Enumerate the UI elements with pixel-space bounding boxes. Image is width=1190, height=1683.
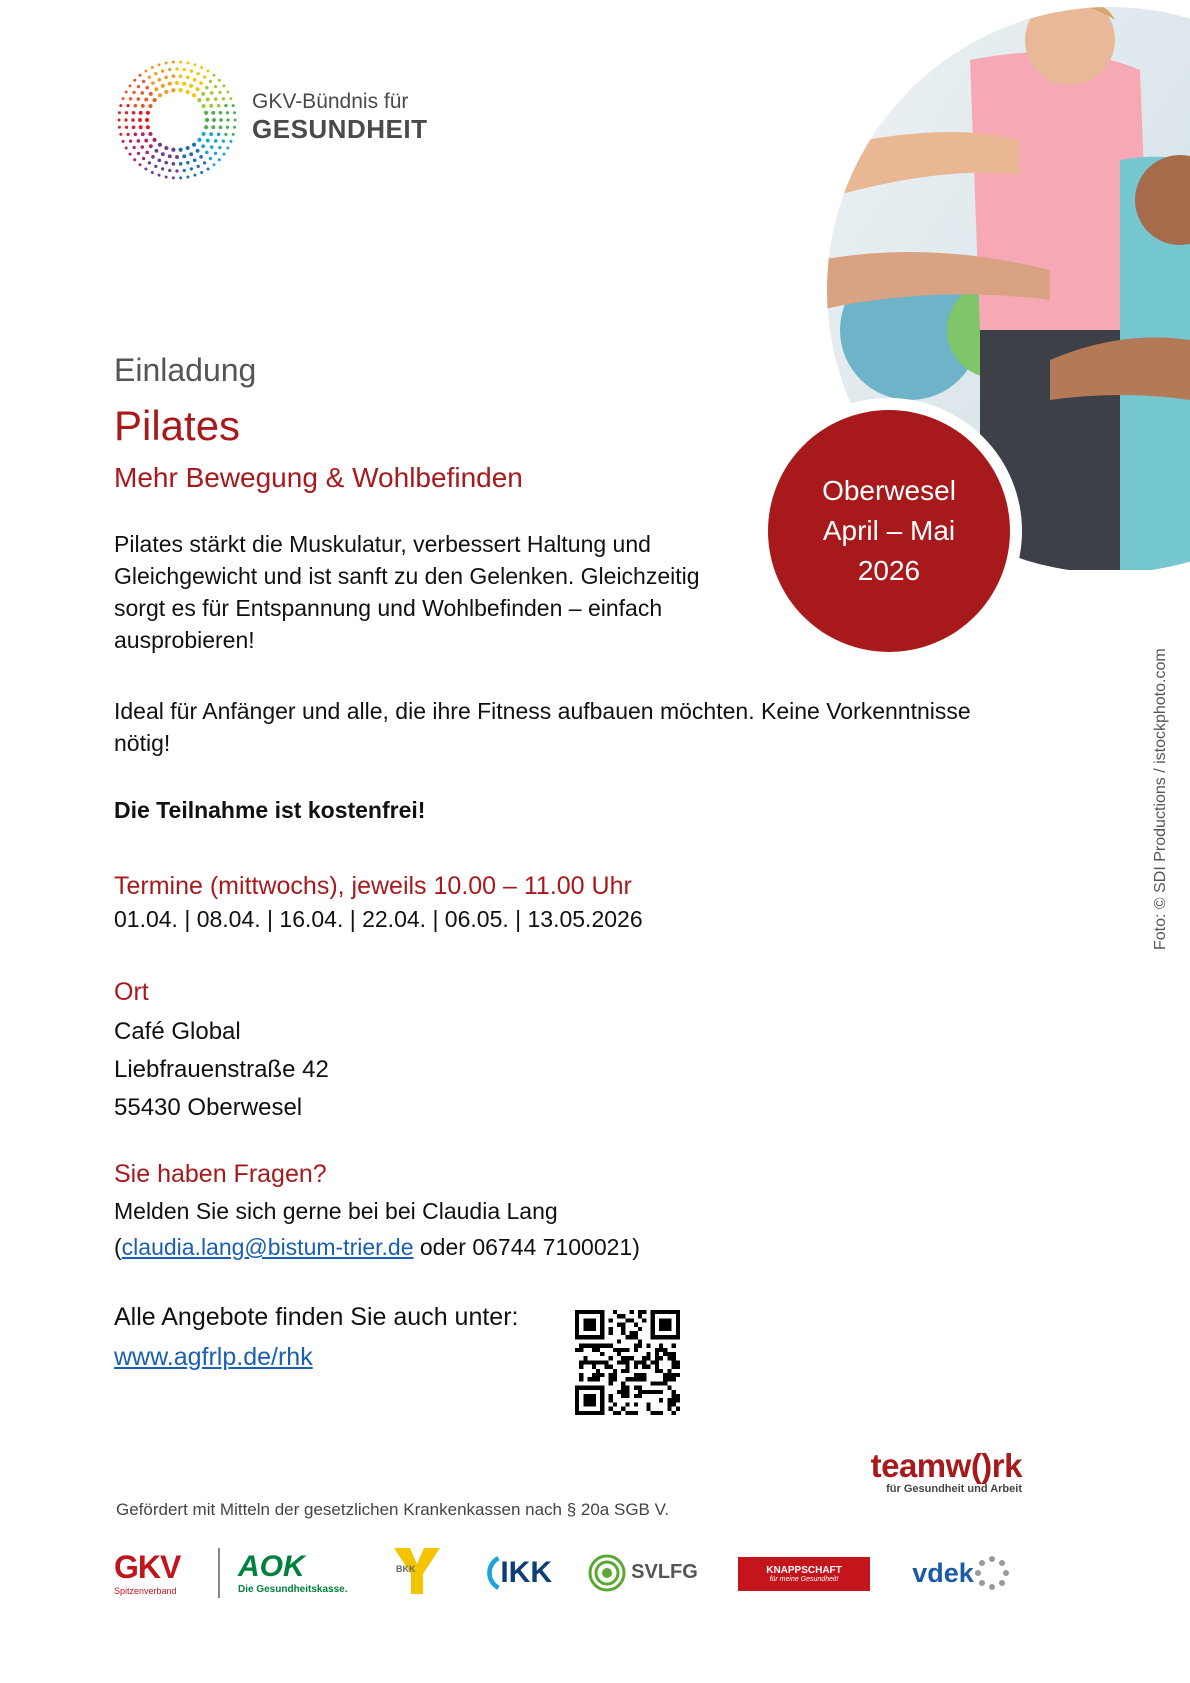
audience-paragraph [114, 695, 1014, 759]
teamwork-wordmark: teamw()rk [870, 1447, 1022, 1484]
badge-year: 2026 [857, 555, 921, 586]
bkk-wordmark: BKK [396, 1564, 416, 1574]
svlfg-emblem-icon [587, 1553, 627, 1593]
dates-heading: Termine (mittwochs), jeweils 10.00 – 11.00 Uhr [114, 872, 632, 900]
phone-text: oder 06744 7100021) [413, 1234, 640, 1260]
svlfg-wordmark: SVLFG [631, 1561, 698, 1583]
paren-open: ( [114, 1234, 122, 1260]
logo-divider [218, 1548, 220, 1598]
knappschaft-logo [738, 1557, 870, 1591]
logo-text-line1: GKV-Bündnis für [252, 90, 409, 113]
logo-text-line2: GESUNDHEIT [252, 114, 428, 144]
location-heading: Ort [114, 978, 149, 1006]
venue-name: Café Global [114, 1018, 241, 1045]
audience-line: nötig! [114, 730, 171, 756]
vdek-logo [906, 1548, 1016, 1598]
badge-location: Oberwesel [822, 475, 956, 506]
free-participation-note: Die Teilnahme ist kostenfrei! [114, 797, 426, 823]
questions-heading: Sie haben Fragen? [114, 1160, 327, 1188]
kicker: Einladung [114, 352, 257, 388]
intro-line: sorgt es für Entspannung und Wohlbefinden – einfach [114, 595, 663, 621]
email-link[interactable]: claudia.lang@bistum-trier.de [121, 1234, 414, 1260]
teamwork-tagline: für Gesundheit und Arbeit [886, 1483, 1022, 1495]
photo-credit: Foto: © SDI Productions / istockphoto.com [1152, 648, 1169, 950]
offers-link[interactable]: www.agfrlp.de/rhk [114, 1343, 313, 1371]
teamwork-logo [842, 1447, 1022, 1495]
intro-paragraph [114, 528, 754, 656]
knappschaft-sub: für meine Gesundheit! [769, 1576, 839, 1583]
ikk-logo [480, 1545, 552, 1600]
contact-info [114, 1193, 640, 1265]
gkv-buendnis-logo-icon [112, 55, 242, 185]
svlfg-logo [585, 1545, 700, 1600]
gkv-wordmark: GKV [114, 1549, 181, 1585]
intro-line: Pilates stärkt die Muskulatur, verbessert Haltung und [114, 531, 651, 557]
badge-period: April – Mai [822, 515, 956, 546]
contact-line: Melden Sie sich gerne bei bei Claudia Lang [114, 1198, 558, 1224]
street-address: Liebfrauenstraße 42 [114, 1056, 329, 1083]
qr-code-icon[interactable] [575, 1310, 680, 1415]
postal-city: 55430 Oberwesel [114, 1094, 303, 1121]
funding-note: Gefördert mit Mitteln der gesetzlichen Krankenkassen nach § 20a SGB V. [116, 1500, 670, 1519]
vdek-wordmark: vdek [912, 1557, 974, 1588]
date-location-badge [768, 410, 1010, 652]
page-subtitle: Mehr Bewegung & Wohlbefinden [114, 462, 523, 493]
vdek-dots-icon [974, 1555, 1010, 1591]
gkv-spitzenverband-logo [114, 1545, 204, 1600]
dates-list: 01.04. | 08.04. | 16.04. | 22.04. | 06.05. | 13.05.2026 [114, 906, 643, 932]
audience-line: Ideal für Anfänger und alle, die ihre Fitness aufbauen möchten. Keine Vorkenntnisse [114, 698, 971, 724]
page-title: Pilates [114, 402, 241, 449]
ikk-wordmark: IKK [500, 1555, 552, 1589]
intro-line: Gleichgewicht und ist sanft zu den Gelenken. Gleichzeitig [114, 563, 700, 589]
aok-wordmark: AOK [238, 1550, 305, 1583]
location-address [114, 1013, 329, 1127]
contact-line-2 [114, 1229, 640, 1265]
aok-logo [238, 1545, 358, 1600]
knappschaft-wordmark: KNAPPSCHAFT [766, 1565, 842, 1576]
bkk-y-icon [392, 1546, 442, 1596]
bkk-logo [392, 1546, 442, 1596]
intro-line: ausprobieren! [114, 627, 255, 653]
gkv-sub: Spitzenverband [114, 1586, 177, 1596]
aok-sub: Die Gesundheitskasse. [238, 1584, 348, 1595]
offers-text: Alle Angebote finden Sie auch unter: [114, 1303, 519, 1331]
ikk-arc-icon [480, 1553, 500, 1593]
